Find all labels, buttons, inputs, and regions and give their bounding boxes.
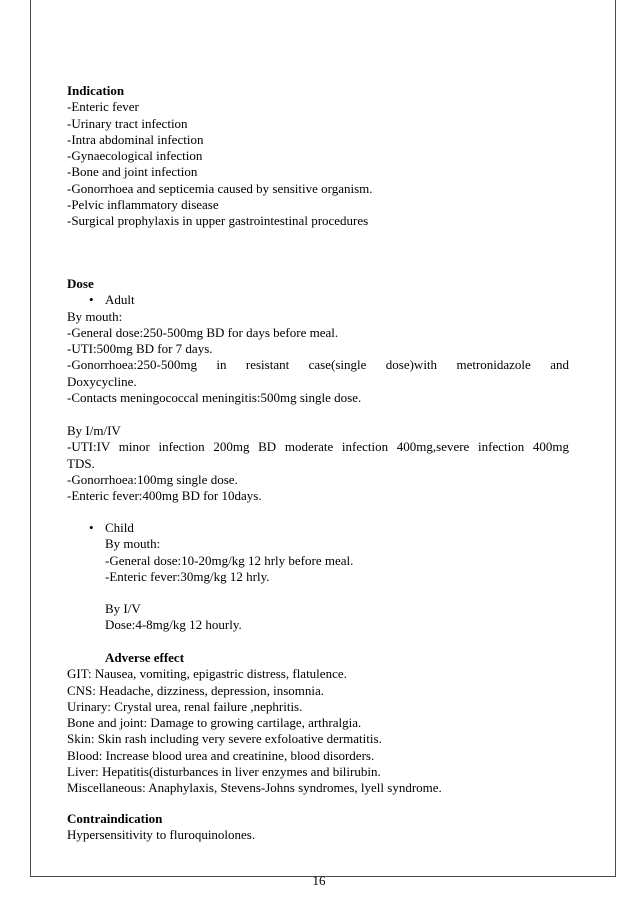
adverse-item: Liver: Hepatitis(disturbances in liver enzymes and bilirubin. [67, 764, 381, 780]
child-iv-title: By I/V [105, 601, 141, 616]
adverse-item: Blood: Increase blood urea and creatinine, blood disorders. [67, 747, 375, 763]
adult-inj-line: -UTI:IV minor infection 200mg BD moderate infection 400mg,severe infection 400mg [67, 439, 569, 455]
dose-section [67, 276, 569, 406]
adverse-item: Urinary: Crystal urea, renal failure ,nephritis. [67, 698, 303, 714]
adult-inj-line: -Enteric fever:400mg BD for 10days. [67, 488, 262, 504]
adult-oral-line: -General dose:250-500mg BD for days before meal. [67, 324, 339, 340]
page-number: 16 [312, 873, 326, 888]
child-oral-title: By mouth: [105, 536, 161, 552]
adult-inj-line: TDS. [67, 455, 95, 471]
contraindication-section [67, 811, 569, 844]
indication-item: -Intra abdominal infection [67, 131, 204, 147]
adult-oral-line: Doxycycline. [67, 373, 137, 389]
child-oral-line: -General dose:10-20mg/kg 12 hrly before meal. [105, 552, 354, 568]
indication-item: -Bone and joint infection [67, 164, 198, 180]
adverse-heading: Adverse effect [105, 650, 185, 665]
adult-label: Adult [105, 292, 135, 308]
adult-bullet-item [67, 292, 569, 308]
child-iv-block [67, 601, 569, 634]
indication-item: -Pelvic inflammatory disease [67, 197, 219, 213]
adult-oral-title: By mouth: [67, 308, 123, 324]
indication-item: -Enteric fever [67, 99, 139, 115]
indication-item: -Gonorrhoea and septicemia caused by sensitive organism. [67, 180, 373, 196]
adverse-item: GIT: Nausea, vomiting, epigastric distress, flatulence. [67, 666, 347, 682]
indication-heading: Indication [67, 83, 125, 98]
child-bullet-item [67, 520, 569, 536]
adult-oral-line: -UTI:500mg BD for 7 days. [67, 341, 213, 357]
adult-inj-title: By I/m/IV [67, 423, 121, 438]
indication-item: -Urinary tract infection [67, 115, 188, 131]
bullet-icon: • [89, 292, 94, 308]
indication-item: -Surgical prophylaxis in upper gastrointestinal procedures [67, 213, 369, 229]
adverse-section [67, 650, 569, 797]
adverse-item: Bone and joint: Damage to growing cartilage, arthralgia. [67, 715, 362, 731]
adult-inj-line: -Gonorrhoea:100mg single dose. [67, 471, 238, 487]
adult-oral-line: -Gonorrhoea:250-500mg in resistant case(single dose)with metronidazole and [67, 357, 569, 373]
contraindication-heading: Contraindication [67, 811, 163, 826]
bullet-icon: • [89, 520, 94, 535]
child-iv-line: Dose:4-8mg/kg 12 hourly. [105, 617, 242, 633]
child-dose-block [67, 520, 569, 585]
child-label: Child [105, 520, 134, 535]
adverse-item: Miscellaneous: Anaphylaxis, Stevens-Johns syndromes, lyell syndrome. [67, 780, 442, 796]
child-oral-line: -Enteric fever:30mg/kg 12 hrly. [105, 568, 270, 584]
dose-heading: Dose [67, 276, 94, 291]
adverse-item: CNS: Headache, dizziness, depression, insomnia. [67, 682, 325, 698]
adverse-item: Skin: Skin rash including very severe exfoloative dermatitis. [67, 731, 382, 747]
adult-oral-line: -Contacts meningococcal meningitis:500mg single dose. [67, 390, 362, 406]
adult-injection-block [67, 423, 569, 504]
indication-item: -Gynaecological infection [67, 148, 203, 164]
indication-section [67, 83, 569, 230]
contraindication-text: Hypersensitivity to fluroquinolones. [67, 827, 256, 843]
